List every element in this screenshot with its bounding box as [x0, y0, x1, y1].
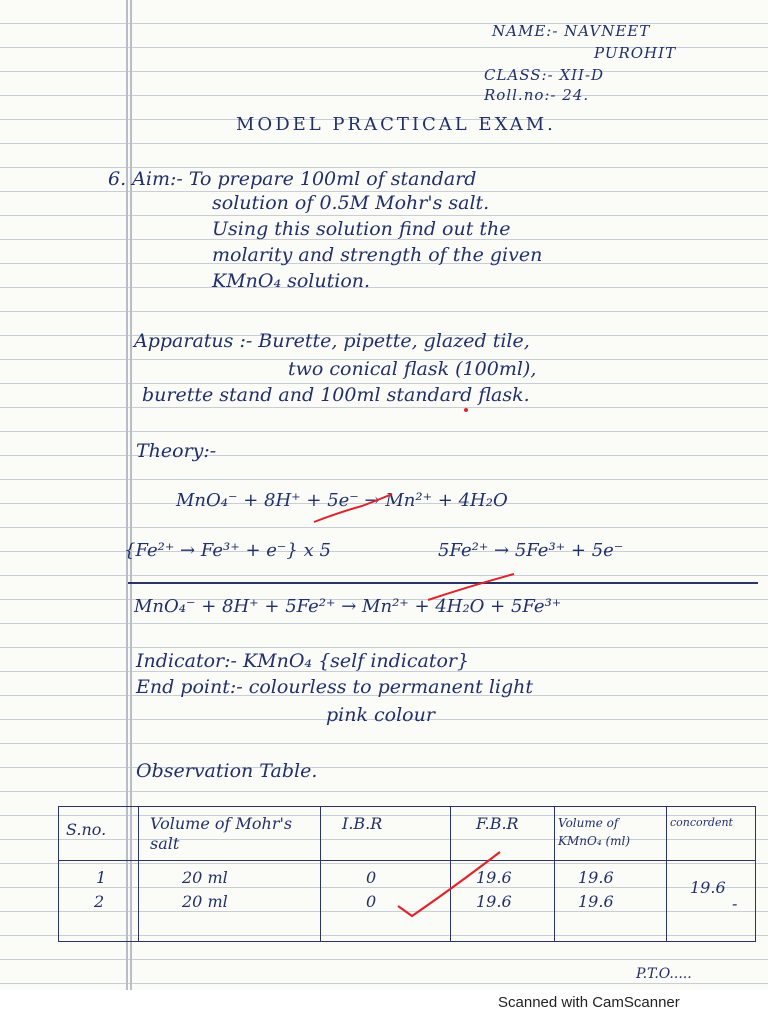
- table-cell-r1-fbr: 19.6: [476, 868, 512, 887]
- table-cell-r1-volume: 20 ml: [182, 868, 228, 887]
- pto-note: P.T.O.....: [636, 966, 692, 982]
- strike-mark-icon: [314, 494, 392, 522]
- scanner-watermark: Scanned with CamScanner: [498, 994, 680, 1011]
- table-cell-r2-ibr: 0: [366, 892, 377, 911]
- table-header-fbr: F.B.R: [476, 814, 519, 833]
- scanner-footer: [0, 990, 768, 1024]
- equation-overall: MnO₄⁻ + 8H⁺ + 5Fe²⁺ → Mn²⁺ + 4H₂O + 5Fe³⁺: [134, 596, 562, 617]
- table-header-volume-kmno4: Volume of KMnO₄ (ml): [558, 816, 631, 848]
- end-point-line-2: pink colour: [326, 704, 435, 726]
- indicator-text: Indicator:- KMnO₄ {self indicator}: [136, 650, 470, 672]
- end-point-line-1: End point:- colourless to permanent light: [136, 676, 534, 698]
- page-title: MODEL PRACTICAL EXAM.: [236, 114, 556, 135]
- table-cell-r1-sno: 1: [96, 868, 107, 887]
- roll-number: Roll.no:- 24.: [484, 86, 590, 104]
- table-cell-r2-volume: 20 ml: [182, 892, 228, 911]
- table-cell-r2-kmno4: 19.6: [578, 892, 614, 911]
- apparatus-line-1: Apparatus :- Burette, pipette, glazed tile,: [134, 330, 530, 352]
- table-header-sno: S.no.: [66, 820, 107, 839]
- theory-heading: Theory:-: [136, 440, 217, 462]
- aim-line-5: KMnO₄ solution.: [212, 270, 371, 292]
- apparatus-line-2: two conical flask (100ml),: [288, 358, 537, 380]
- student-name: NAME:- NAVNEET: [492, 22, 651, 40]
- table-cell-r2-sno: 2: [94, 892, 105, 911]
- equation-oxidation-times-5: 5Fe²⁺ → 5Fe³⁺ + 5e⁻: [438, 540, 624, 561]
- equation-oxidation: {Fe²⁺ → Fe³⁺ + e⁻} x 5: [124, 540, 331, 561]
- aim-line-3: Using this solution find out the: [212, 218, 511, 240]
- check-mark-icon: [398, 852, 500, 916]
- table-cell-r1-kmno4: 19.6: [578, 868, 614, 887]
- table-cell-r2-concordant: -: [732, 894, 738, 913]
- observation-heading: Observation Table.: [136, 760, 318, 782]
- table-header-volume-mohrs: Volume of Mohr's salt: [150, 814, 293, 853]
- table-cell-r1-concordant: 19.6: [690, 878, 726, 897]
- dot-mark: [464, 408, 468, 412]
- table-cell-r2-fbr: 19.6: [476, 892, 512, 911]
- strike-mark-icon: [428, 574, 514, 600]
- apparatus-line-3: burette stand and 100ml standard flask.: [142, 384, 530, 406]
- student-class: CLASS:- XII-D: [484, 66, 605, 84]
- aim-line-1: 6. Aim:- To prepare 100ml of standard: [108, 168, 477, 190]
- aim-line-4: molarity and strength of the given: [212, 244, 543, 266]
- equation-reduction: MnO₄⁻ + 8H⁺ + 5e⁻ → Mn²⁺ + 4H₂O: [176, 490, 508, 511]
- table-header-concordant: concordent: [670, 816, 733, 829]
- table-header-ibr: I.B.R: [342, 814, 383, 833]
- student-surname: PUROHIT: [594, 44, 677, 62]
- table-cell-r1-ibr: 0: [366, 868, 377, 887]
- aim-line-2: solution of 0.5M Mohr's salt.: [212, 192, 490, 214]
